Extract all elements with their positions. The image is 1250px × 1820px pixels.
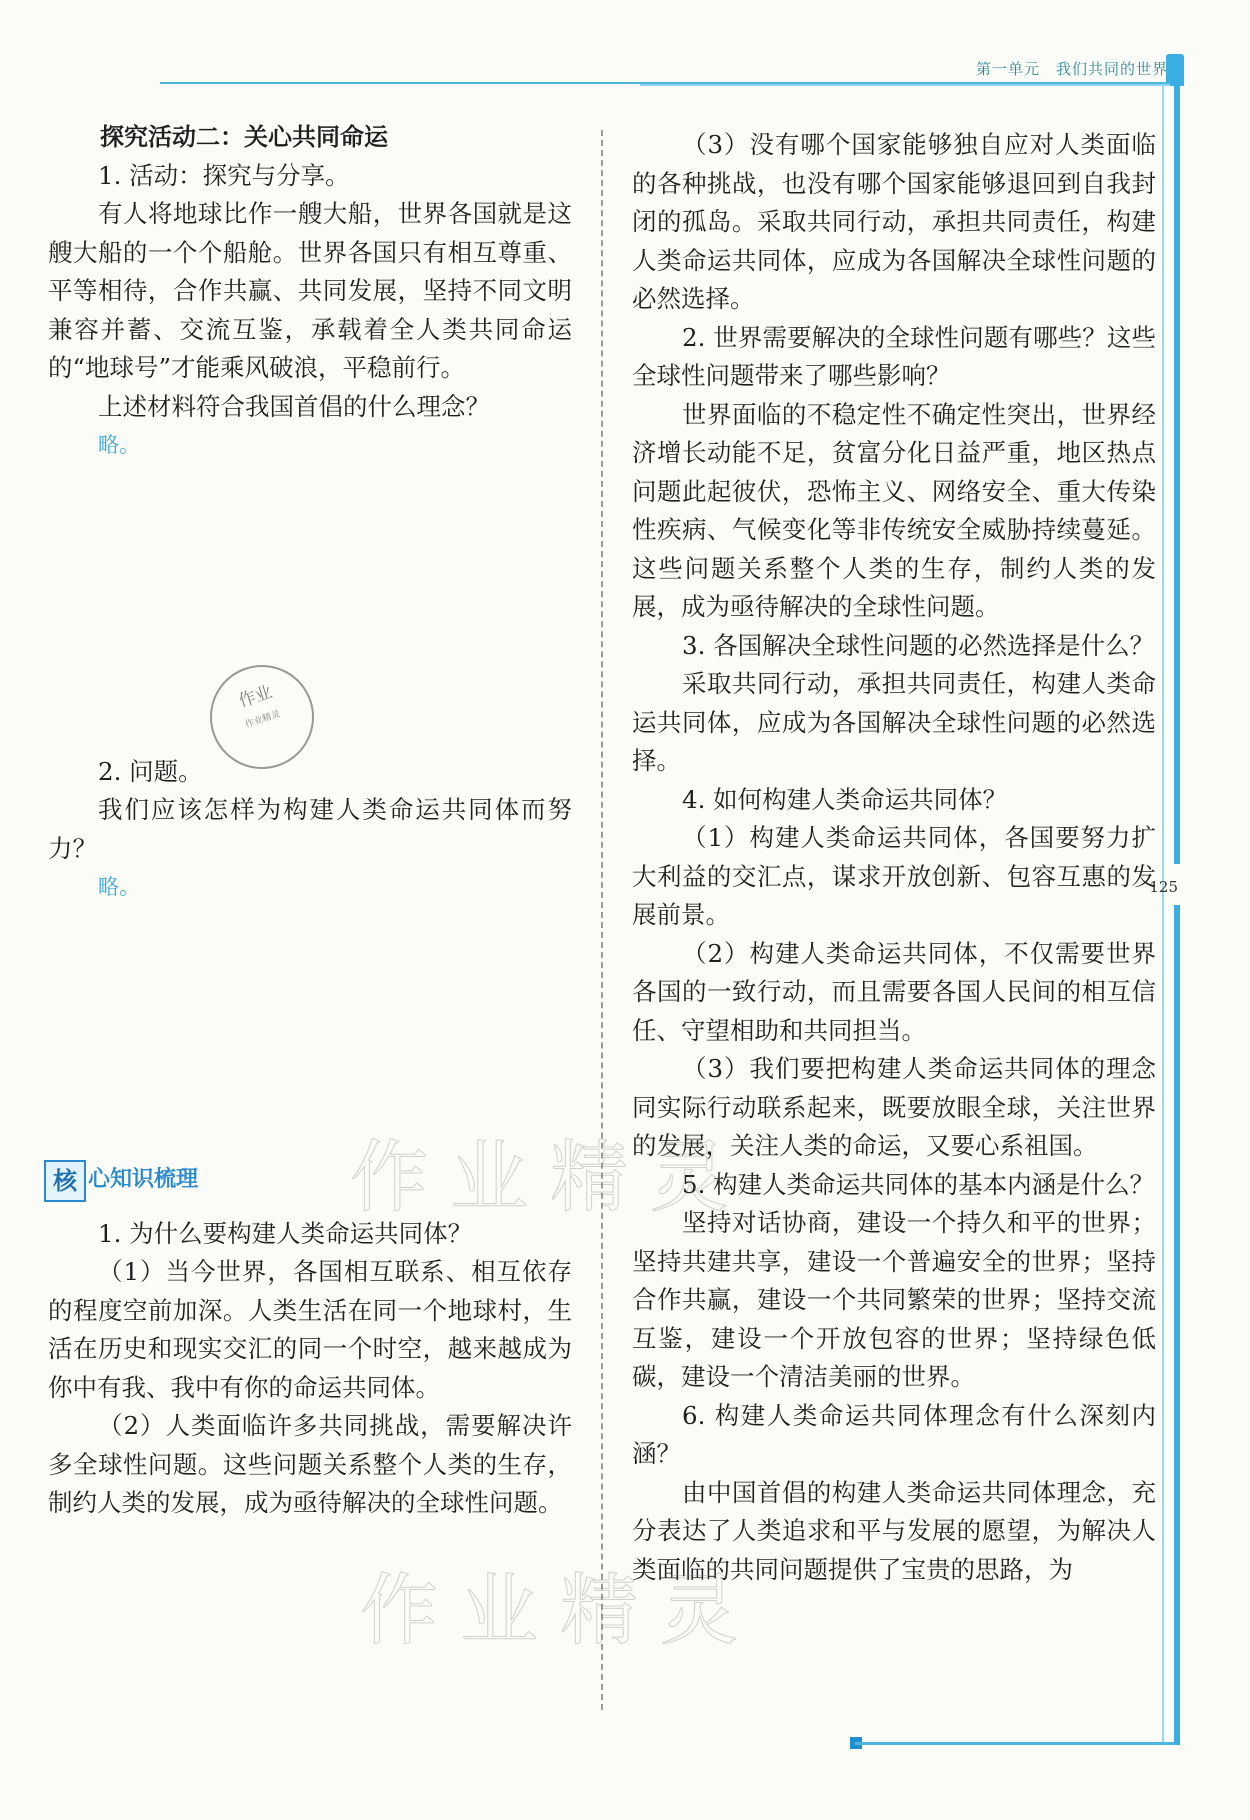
knowledge-4-point-2: （2）构建人类命运共同体，不仅需要世界各国的一致行动，而且需要各国人民间的相互信任、守望相助和共同担当。: [632, 938, 1156, 1045]
page-number: 125: [1149, 878, 1178, 896]
right-column: [632, 126, 1156, 1589]
margin-bar-bottom: [1174, 905, 1180, 1745]
knowledge-1-question: 1. 为什么要构建人类命运共同体？: [98, 1218, 473, 1248]
knowledge-4-question: 4. 如何构建人类命运共同体？: [682, 784, 1008, 814]
knowledge-4-point-3: （3）我们要把构建人类命运共同体的理念同实际行动联系起来，既要放眼全球，关注世界的发展，关注人类的命运，又要心系祖国。: [632, 1054, 1156, 1160]
knowledge-2-answer: 世界面临的不稳定性不确定性突出，世界经济增长动能不足，贫富分化日益严重，地区热点问题此起彼伏，恐怖主义、网络安全、重大传染性疾病、气候变化等非传统安全威胁持续蔓延。这些问题关系整个人类的生存，制约人类的发展，成为亟待解决的全球性问题。: [632, 399, 1156, 621]
activity-item-1-label: 1. 活动：探究与分享。: [98, 160, 350, 190]
footer-rule: [855, 1742, 1175, 1745]
knowledge-1-point-3: （3）没有哪个国家能够独自应对人类面临的各种挑战，也没有哪个国家能够退回到自我封闭的孤岛。采取共同行动，承担共同责任，构建人类命运共同体，应成为各国解决全球性问题的必然选择。: [632, 130, 1156, 313]
activity-item-2-label: 2. 问题。: [98, 756, 203, 786]
knowledge-5-answer: 坚持对话协商，建设一个持久和平的世界；坚持共建共享，建设一个普遍安全的世界；坚持合作共赢，建设一个共同繁荣的世界；坚持交流互鉴，建设一个开放包容的世界；坚持绿色低碳，建设一个清洁美丽的世界。: [632, 1208, 1156, 1391]
knowledge-1-point-1: （1）当今世界，各国相互联系、相互依存的程度空前加深。人类生活在同一个地球村，生活在历史和现实交汇的同一个时空，越来越成为你中有我、我中有你的命运共同体。: [48, 1257, 572, 1402]
knowledge-6-answer: 由中国首倡的构建人类命运共同体理念，充分表达了人类追求和平与发展的愿望，为解决人类面临的共同问题提供了宝贵的思路，为: [632, 1477, 1156, 1584]
knowledge-6-question: 6. 构建人类命运共同体理念有什么深刻内涵？: [632, 1400, 1156, 1468]
activity-item-1-question: 上述材料符合我国首倡的什么理念？: [98, 391, 490, 421]
activity-item-1-text: 有人将地球比作一艘大船，世界各国就是这艘大船的一个个船舱。世界各国只有相互尊重、平等相待，合作共赢、共同发展，坚持不同文明兼容并蓄、交流互鉴，承载着全人类共同命运的“地球号”才能乘风破浪，平稳前行。: [48, 199, 572, 382]
header-rule-secondary: [640, 84, 1170, 86]
knowledge-1-point-2: （2）人类面临许多共同挑战，需要解决许多全球性问题。这些问题关系整个人类的生存，制约人类的发展，成为亟待解决的全球性问题。: [48, 1411, 572, 1517]
section-badge: 核: [44, 1160, 86, 1202]
activity-title: 探究活动二：关心共同命运: [100, 123, 388, 151]
watermark: 作业精灵: [360, 1566, 761, 1656]
knowledge-5-question: 5. 构建人类命运共同体的基本内涵是什么？: [682, 1169, 1155, 1199]
column-divider: [601, 130, 603, 1710]
stamp-text-top: 作业: [236, 682, 275, 712]
left-column: [48, 118, 572, 1523]
knowledge-4-point-1: （1）构建人类命运共同体，各国要努力扩大利益的交汇点，谋求开放创新、包容互惠的发展前景。: [632, 823, 1156, 929]
activity-item-2-answer: 略。: [98, 875, 140, 899]
knowledge-3-question: 3. 各国解决全球性问题的必然选择是什么？: [682, 630, 1155, 660]
section-title: 心知识梳理: [88, 1167, 199, 1193]
knowledge-2-question: 2. 世界需要解决的全球性问题有哪些？这些全球性问题带来了哪些影响？: [632, 322, 1156, 390]
watermark: 作业精灵: [350, 1133, 751, 1223]
stamp-text-bottom: 作业精灵: [244, 709, 282, 731]
margin-bar-top: [1174, 84, 1180, 864]
activity-item-1-answer: 略。: [98, 433, 140, 457]
margin-rule: [1162, 84, 1164, 1744]
unit-title: 第一单元 我们共同的世界: [975, 60, 1168, 78]
knowledge-3-answer: 采取共同行动，承担共同责任，构建人类命运共同体，应成为各国解决全球性问题的必然选择。: [632, 669, 1156, 775]
activity-item-2-question: 我们应该怎样为构建人类命运共同体而努力？: [48, 795, 572, 863]
